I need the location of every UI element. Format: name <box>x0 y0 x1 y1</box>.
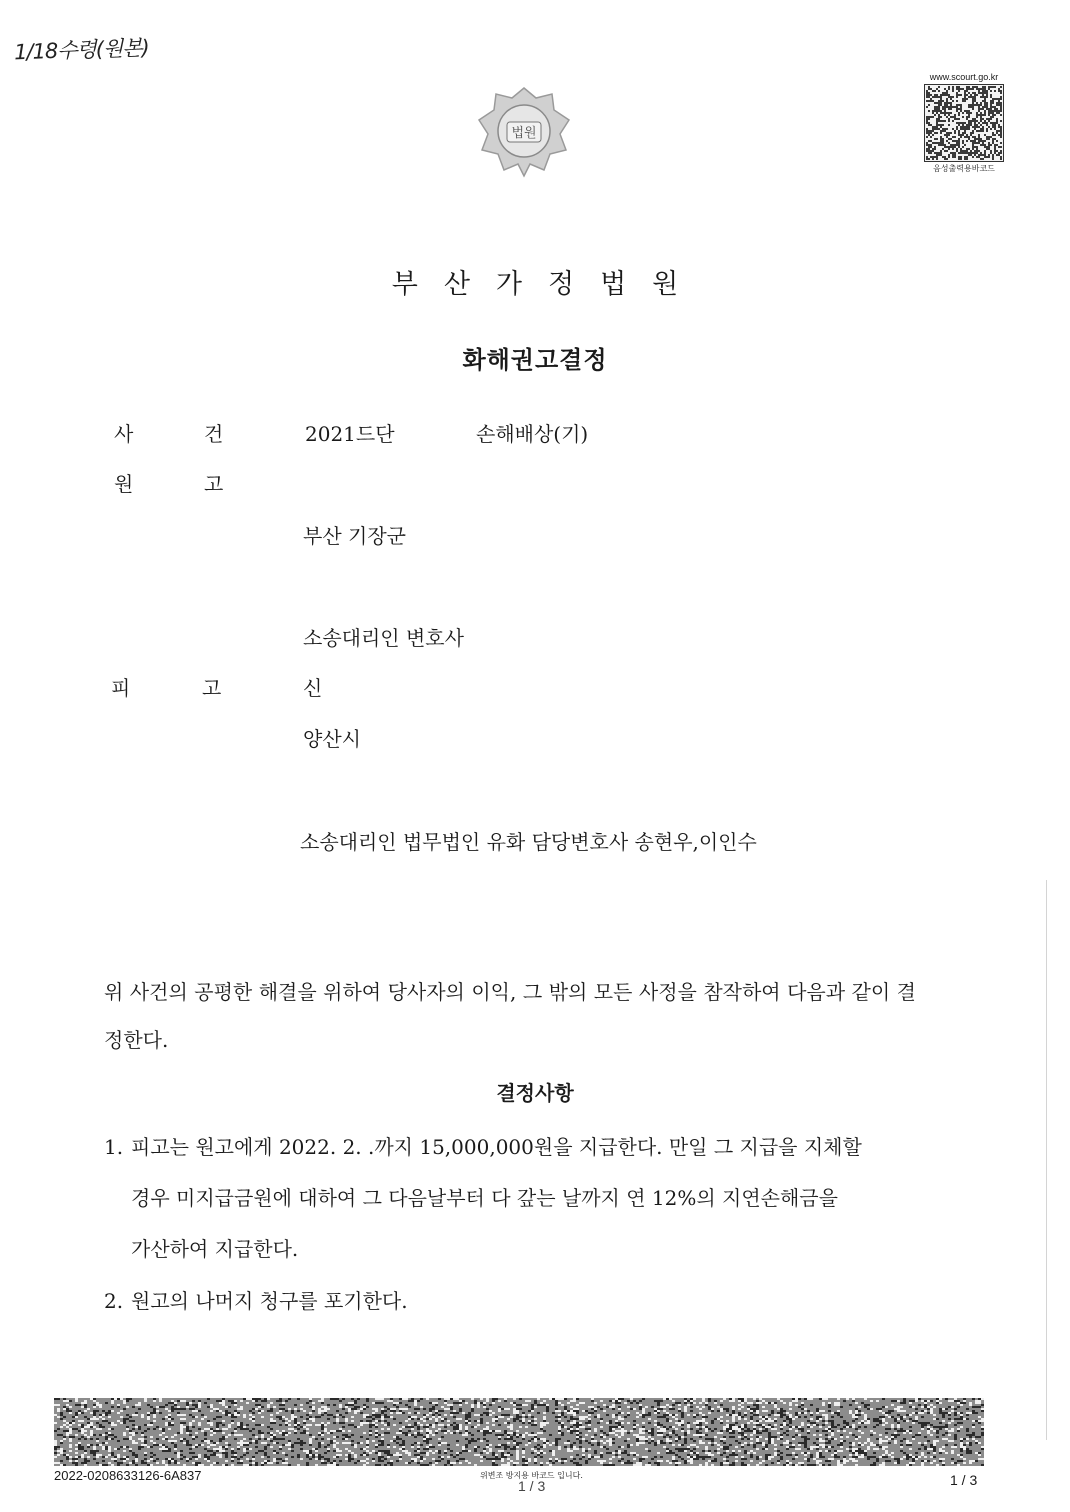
plaintiff-counsel: 소송대리인 변호사 <box>303 626 464 650</box>
case-number: 2021드단 <box>305 422 395 446</box>
case-label-a: 사 <box>114 422 134 446</box>
case-label-b: 건 <box>204 422 224 446</box>
document-title: 화해권고결정 <box>462 346 608 374</box>
handwritten-receipt-note: 1/18수령(원본) <box>13 35 150 65</box>
section-title: 결정사항 <box>496 1081 574 1105</box>
qr-caption: 음성출력용바코드 <box>933 164 995 173</box>
item-1-line: 경우 미지급금원에 대하여 그 다음날부터 다 갚는 날까지 연 12%의 지연손해금을 <box>131 1186 838 1210</box>
item-2-number: 2. <box>104 1289 124 1313</box>
item-1-line: 가산하여 지급한다. <box>131 1237 299 1261</box>
item-1-number: 1. <box>104 1135 124 1159</box>
court-seal-icon <box>474 84 574 178</box>
plaintiff-address: 부산 기장군 <box>303 524 406 548</box>
page-indicator: 1 / 3 <box>950 1472 978 1488</box>
defendant-label-a: 피 <box>111 676 131 700</box>
seal-text: 법원 <box>511 126 537 141</box>
defendant-name: 신 <box>303 676 323 700</box>
plaintiff-label-b: 고 <box>204 472 224 496</box>
qr-url: www.scourt.go.kr <box>929 72 999 82</box>
item-1-line: 피고는 원고에게 2022. 2. .까지 15,000,000원을 지급한다. 만일 그 지급을 지체할 <box>131 1135 862 1159</box>
defendant-address: 양산시 <box>303 727 361 751</box>
court-name: 부산가정법원 <box>391 269 705 300</box>
page-indicator-center: 1 / 3 <box>518 1478 546 1494</box>
anti-forgery-barcode-icon <box>54 1398 984 1466</box>
defendant-counsel: 소송대리인 법무법인 유화 담당변호사 송현우,이인수 <box>300 830 757 854</box>
case-name: 손해배상(기) <box>476 422 589 446</box>
document-code: 2022-0208633126-6A837 <box>54 1468 202 1483</box>
intro-paragraph: 위 사건의 공평한 해결을 위하여 당사자의 이익, 그 밖의 모든 사정을 참작하여 다음과 같이 결정한다. <box>104 980 916 1052</box>
anti-forgery-caption: 위변조 방지용 바코드 입니다. <box>480 1471 583 1480</box>
item-2-line: 원고의 나머지 청구를 포기한다. <box>131 1289 408 1313</box>
scan-edge-line <box>1046 880 1047 1440</box>
defendant-label-b: 고 <box>202 676 222 700</box>
qr-code-icon <box>924 84 1004 162</box>
plaintiff-label-a: 원 <box>114 472 134 496</box>
